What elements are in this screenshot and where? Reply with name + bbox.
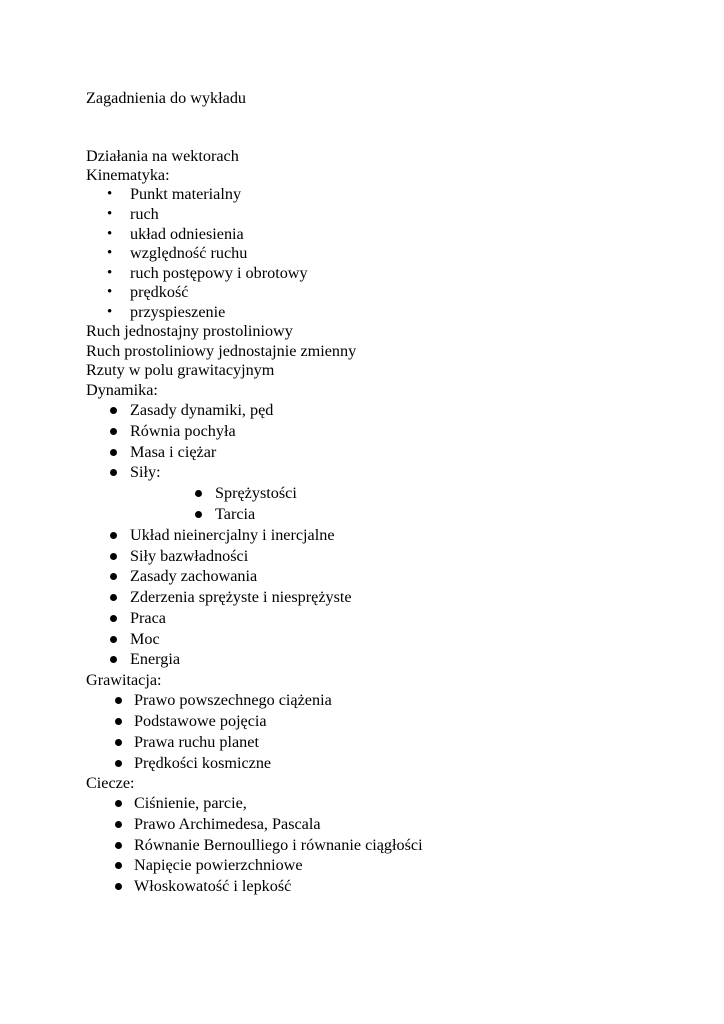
list-item: Prawo powszechnego ciążenia	[134, 691, 332, 709]
bullet-icon	[115, 760, 122, 767]
bullet-icon	[115, 800, 122, 807]
bullet-icon	[115, 821, 122, 828]
list-item: ruch	[130, 205, 159, 223]
bullet-icon	[110, 553, 117, 560]
list-item: ruch postępowy i obrotowy	[130, 264, 308, 282]
document-title: Zagadnienia do wykładu	[86, 89, 247, 107]
list-item: Prędkości kosmiczne	[134, 754, 272, 772]
bullet-icon	[115, 718, 122, 725]
bullet-icon	[110, 449, 117, 456]
list-item: Włoskowatość i lepkość	[134, 877, 292, 895]
list-item: Układ nieinercjalny i inercjalne	[130, 526, 335, 544]
list-item: układ odniesienia	[130, 225, 244, 243]
list-item: Punkt materialny	[130, 185, 242, 203]
section-heading-dynamika: Dynamika:	[86, 381, 158, 399]
bullet-icon	[110, 615, 117, 622]
topic-line: Rzuty w polu grawitacyjnym	[86, 361, 275, 379]
bullet-icon: •	[107, 245, 113, 261]
list-item: Prawa ruchu planet	[134, 733, 259, 751]
intro-line: Działania na wektorach	[86, 147, 239, 165]
section-heading-ciecze: Ciecze:	[86, 774, 135, 792]
bullet-icon: •	[107, 186, 113, 202]
bullet-icon	[110, 594, 117, 601]
bullet-icon	[110, 407, 117, 414]
topic-line: Ruch jednostajny prostoliniowy	[86, 322, 293, 340]
bullet-icon	[115, 739, 122, 746]
list-item: prędkość	[130, 283, 189, 301]
bullet-icon	[115, 697, 122, 704]
list-item: Masa i ciężar	[130, 443, 217, 461]
section-heading-kinematyka: Kinematyka:	[86, 166, 170, 184]
bullet-icon	[110, 573, 117, 580]
list-item: Siły bazwładności	[130, 547, 249, 565]
bullet-icon	[115, 883, 122, 890]
bullet-icon: •	[107, 304, 113, 320]
list-item: przyspieszenie	[130, 303, 226, 321]
bullet-icon	[110, 636, 117, 643]
bullet-icon	[110, 428, 117, 435]
bullet-icon	[115, 862, 122, 869]
list-item: Równanie Bernoulliego i równanie ciągłości	[134, 836, 423, 854]
list-item: Napięcie powierzchniowe	[134, 856, 303, 874]
sub-list-item: Tarcia	[215, 505, 256, 523]
bullet-icon	[110, 656, 117, 663]
bullet-icon: •	[107, 284, 113, 300]
bullet-icon	[110, 532, 117, 539]
bullet-icon	[110, 469, 117, 476]
bullet-icon	[115, 842, 122, 849]
list-item: Prawo Archimedesa, Pascala	[134, 815, 321, 833]
list-item: Moc	[130, 630, 160, 648]
list-item: Zasady dynamiki, pęd	[130, 401, 274, 419]
list-item: Zasady zachowania	[130, 567, 258, 585]
bullet-icon	[195, 490, 202, 497]
list-item: Energia	[130, 650, 181, 668]
list-item: Praca	[130, 609, 166, 627]
bullet-icon	[195, 511, 202, 518]
list-item: Podstawowe pojęcia	[134, 712, 267, 730]
bullet-icon: •	[107, 265, 113, 281]
bullet-icon: •	[107, 206, 113, 222]
bullet-icon: •	[107, 226, 113, 242]
topic-line: Ruch prostoliniowy jednostajnie zmienny	[86, 342, 357, 360]
section-heading-grawitacja: Grawitacja:	[86, 671, 162, 689]
list-item: Ciśnienie, parcie,	[134, 794, 247, 812]
list-item: Zderzenia sprężyste i niesprężyste	[130, 588, 352, 606]
sub-list-item: Sprężystości	[215, 484, 297, 502]
list-item: Siły:	[130, 463, 161, 481]
list-item: Równia pochyła	[130, 422, 236, 440]
list-item: względność ruchu	[130, 244, 248, 262]
